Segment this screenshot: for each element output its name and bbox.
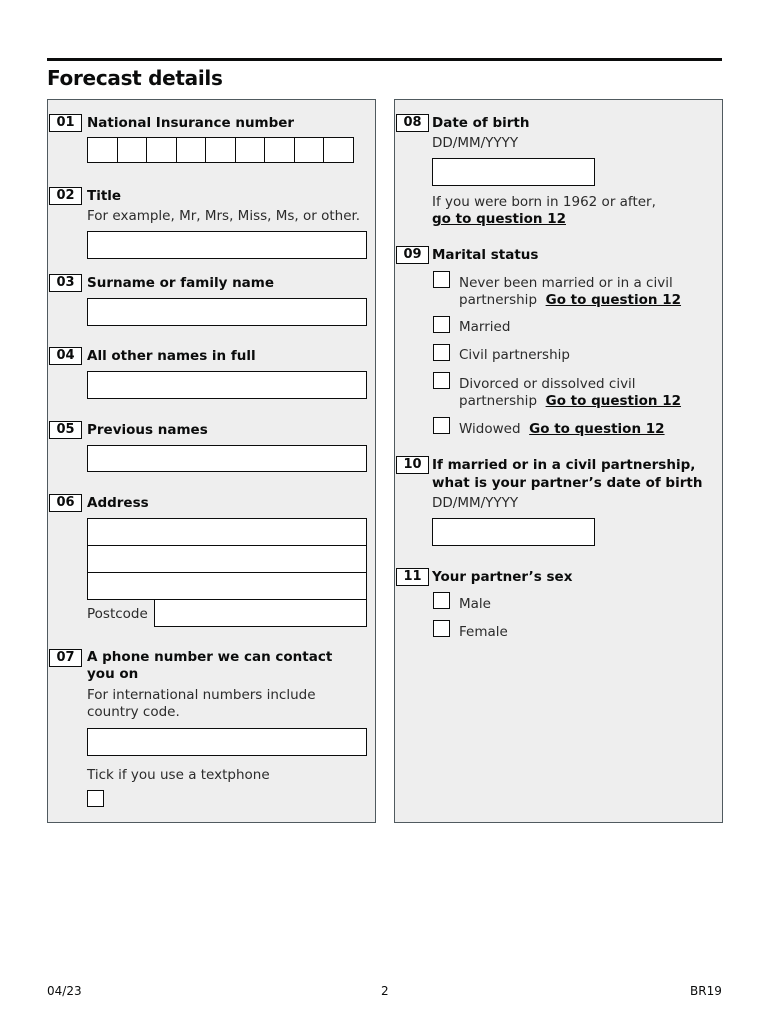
dob-note: If you were born in 1962 or after,	[432, 194, 656, 210]
male-checkbox[interactable]	[433, 592, 450, 609]
ni-digit-box[interactable]	[176, 137, 207, 163]
phone-label-line2: you on	[87, 666, 139, 682]
question-number-02: 02	[49, 187, 82, 205]
previous-names-label: Previous names	[87, 422, 208, 438]
ni-number-label: National Insurance number	[87, 115, 295, 131]
partner-dob-format-hint: DD/MM/YYYY	[432, 495, 519, 511]
ni-digit-box[interactable]	[87, 137, 118, 163]
footer-form-code: BR19	[690, 984, 722, 998]
female-checkbox[interactable]	[433, 620, 450, 637]
ni-digit-box[interactable]	[323, 137, 354, 163]
married-label: Married	[459, 319, 511, 335]
dob-goto-link[interactable]: go to question 12	[432, 211, 566, 227]
question-number-04: 04	[49, 347, 82, 365]
page-title: Forecast details	[47, 66, 223, 90]
partner-dob-label-line1: If married or in a civil partnership,	[432, 457, 696, 473]
postcode-input[interactable]	[154, 599, 367, 627]
never-married-label-line2: partnership	[459, 292, 538, 308]
ni-digit-box[interactable]	[264, 137, 295, 163]
phone-label-line1: A phone number we can contact	[87, 649, 333, 665]
other-names-input[interactable]	[87, 371, 367, 399]
question-number-03: 03	[49, 274, 82, 292]
previous-names-input[interactable]	[87, 445, 367, 472]
widowed-goto-link[interactable]: Go to question 12	[529, 421, 665, 437]
never-married-goto-link[interactable]: Go to question 12	[545, 292, 682, 308]
question-number-10: 10	[396, 456, 429, 474]
address-line-3-input[interactable]	[87, 572, 367, 600]
ni-digit-box[interactable]	[205, 137, 236, 163]
never-married-checkbox[interactable]	[433, 271, 450, 288]
civil-partnership-label: Civil partnership	[459, 347, 570, 363]
widowed-checkbox[interactable]	[433, 417, 450, 434]
question-number-01: 01	[49, 114, 82, 132]
ni-digit-box[interactable]	[117, 137, 148, 163]
marital-status-label: Marital status	[432, 247, 539, 263]
address-line-2-input[interactable]	[87, 545, 367, 573]
divorced-label-line2: partnership	[459, 393, 538, 409]
question-number-06: 06	[49, 494, 82, 512]
partner-dob-label-line2: what is your partner’s date of birth	[432, 475, 703, 491]
partner-sex-label: Your partner’s sex	[432, 569, 573, 585]
ni-digit-box[interactable]	[235, 137, 266, 163]
surname-label: Surname or family name	[87, 275, 275, 291]
title-label: Title	[87, 188, 122, 204]
footer-date: 04/23	[47, 984, 82, 998]
textphone-label: Tick if you use a textphone	[87, 767, 270, 783]
title-hint: For example, Mr, Mrs, Miss, Ms, or other.	[87, 208, 361, 224]
other-names-label: All other names in full	[87, 348, 256, 364]
civil-partnership-checkbox[interactable]	[433, 344, 450, 361]
question-number-11: 11	[396, 568, 429, 586]
ni-digit-box[interactable]	[294, 137, 325, 163]
dob-input[interactable]	[432, 158, 595, 186]
question-number-09: 09	[396, 246, 429, 264]
dob-format-hint: DD/MM/YYYY	[432, 135, 519, 151]
dob-label: Date of birth	[432, 115, 530, 131]
divorced-label-line1: Divorced or dissolved civil	[459, 376, 636, 392]
top-rule	[47, 58, 722, 61]
question-number-07: 07	[49, 649, 82, 667]
phone-input[interactable]	[87, 728, 367, 756]
phone-hint-line2: country code.	[87, 704, 180, 720]
male-label: Male	[459, 596, 491, 612]
postcode-label: Postcode	[87, 606, 148, 622]
ni-number-input[interactable]	[87, 137, 353, 163]
divorced-checkbox[interactable]	[433, 372, 450, 389]
address-label: Address	[87, 495, 149, 511]
title-input[interactable]	[87, 231, 367, 259]
footer-page-number: 2	[381, 984, 389, 998]
phone-hint-line1: For international numbers include	[87, 687, 316, 703]
surname-input[interactable]	[87, 298, 367, 326]
divorced-goto-link[interactable]: Go to question 12	[545, 393, 682, 409]
partner-dob-input[interactable]	[432, 518, 595, 546]
address-line-1-input[interactable]	[87, 518, 367, 546]
ni-digit-box[interactable]	[146, 137, 177, 163]
textphone-checkbox[interactable]	[87, 790, 104, 807]
never-married-label-line1: Never been married or in a civil	[459, 275, 673, 291]
widowed-label: Widowed	[459, 421, 521, 437]
question-number-05: 05	[49, 421, 82, 439]
question-number-08: 08	[396, 114, 429, 132]
female-label: Female	[459, 624, 508, 640]
married-checkbox[interactable]	[433, 316, 450, 333]
